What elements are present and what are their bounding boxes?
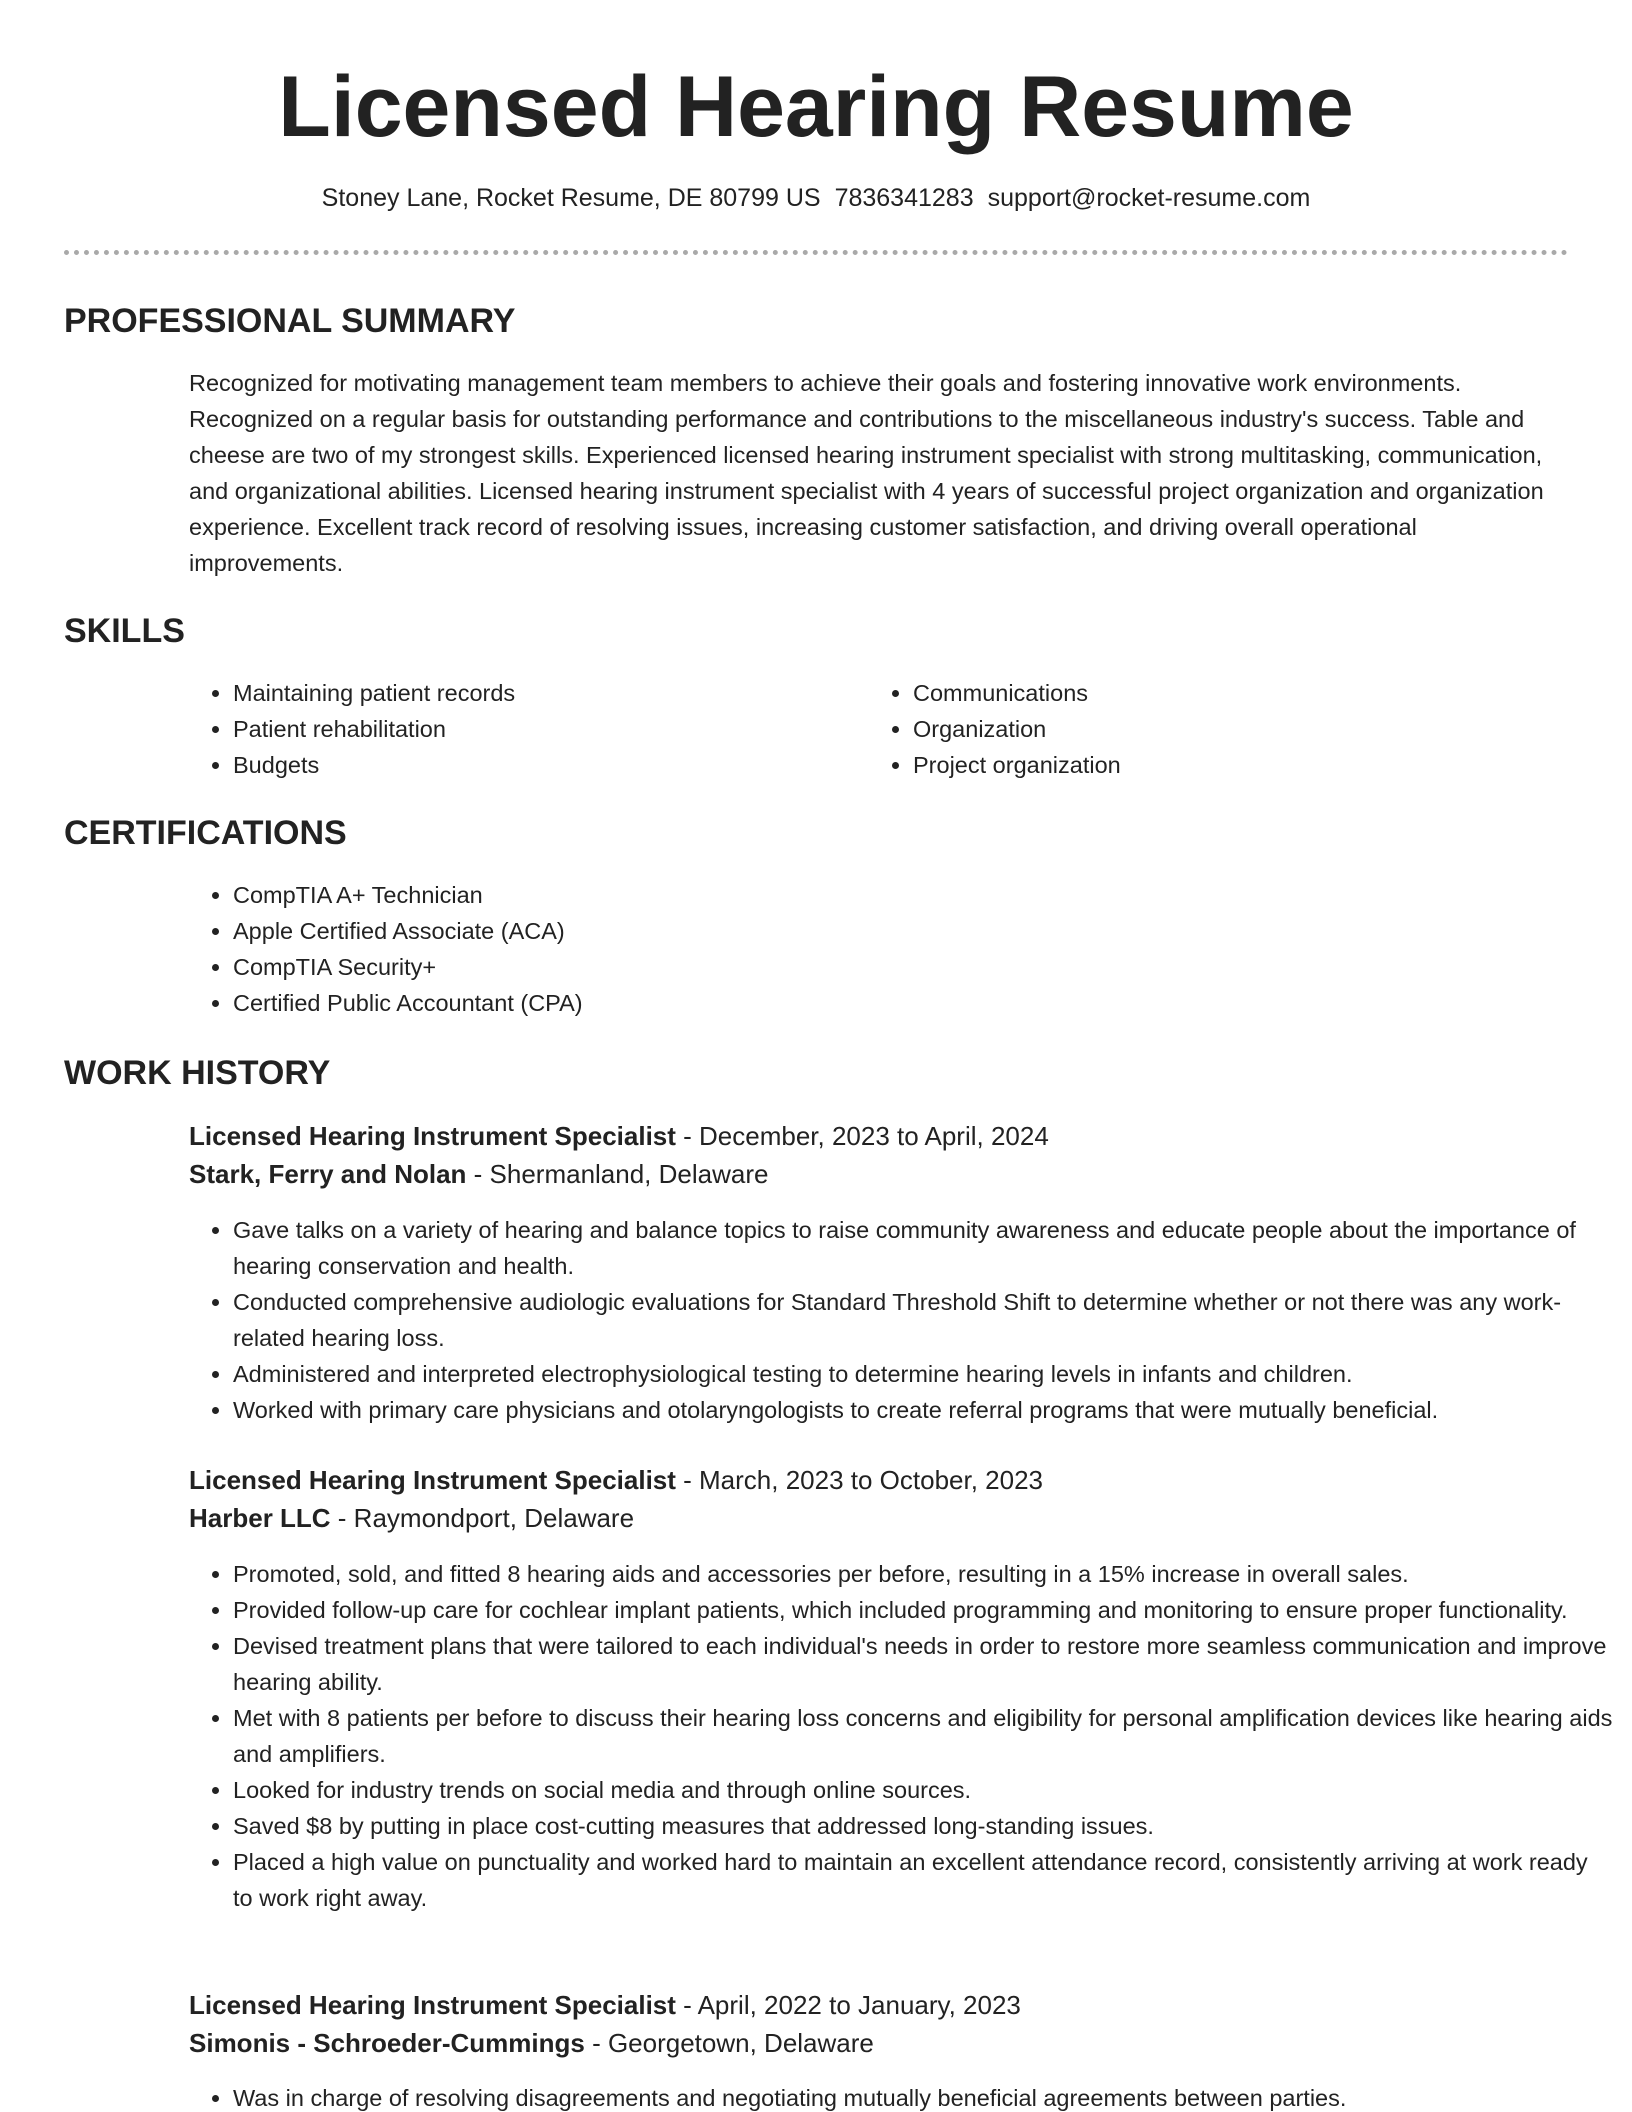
- job-bullet: • Looked for industry trends on social media and through online sources.: [233, 1772, 1613, 1808]
- resume-title: Licensed Hearing Resume: [278, 59, 1354, 155]
- job-title-line: [189, 1461, 1043, 1499]
- job-company-line: [189, 2024, 874, 2062]
- job-location: - Shermanland, Delaware: [466, 1159, 769, 1189]
- certification-item: • Apple Certified Associate (ACA): [233, 913, 1613, 949]
- job-bullet: • Devised treatment plans that were tailored to each individual's needs in order to restore more seamless communication and improve hearing ability.: [233, 1628, 1613, 1700]
- work-history-heading: WORK HISTORY: [64, 1054, 331, 1092]
- skill-item: • Communications: [913, 675, 1513, 711]
- job-company: Harber LLC: [189, 1503, 331, 1533]
- job-bullet: • Was in charge of resolving disagreements and negotiating mutually beneficial agreements between parties.: [233, 2080, 1613, 2112]
- job-bullets: [189, 2080, 1613, 2112]
- contact-email: support@rocket-resume.com: [987, 184, 1311, 212]
- job-bullet: • Placed a high value on punctuality and worked hard to maintain an excellent attendance record, consistently arriving at work ready to work right away.: [233, 1844, 1613, 1916]
- job-bullet: • Met with 8 patients per before to discuss their hearing loss concerns and eligibility for personal amplification devices like hearing aids and amplifiers.: [233, 1700, 1613, 1772]
- skill-item: • Budgets: [233, 747, 833, 783]
- job-bullet: • Administered and interpreted electrophysiological testing to determine hearing levels in infants and children.: [233, 1356, 1613, 1392]
- contact-line: [0, 180, 1632, 216]
- skills-heading: SKILLS: [64, 612, 185, 650]
- job-bullet: • Promoted, sold, and fitted 8 hearing aids and accessories per before, resulting in a 15% increase in overall sales.: [233, 1556, 1613, 1592]
- job-company: Stark, Ferry and Nolan: [189, 1159, 467, 1189]
- job-company: Simonis - Schroeder-Cummings: [189, 2028, 585, 2058]
- job-title: Licensed Hearing Instrument Specialist: [189, 1121, 676, 1151]
- job-company-line: [189, 1499, 634, 1537]
- contact-phone: 7836341283: [834, 184, 974, 212]
- job-bullet: • Conducted comprehensive audiologic evaluations for Standard Threshold Shift to determine whether or not there was any work-related hearing loss.: [233, 1284, 1613, 1356]
- contact-address: Stoney Lane, Rocket Resume, DE 80799 US: [321, 184, 821, 212]
- job-company-line: [189, 1155, 768, 1193]
- skill-item: • Patient rehabilitation: [233, 711, 833, 747]
- certifications-list: [189, 877, 1613, 1021]
- summary-heading: PROFESSIONAL SUMMARY: [64, 302, 516, 340]
- job-title-line: [189, 1117, 1049, 1155]
- header-divider: [64, 250, 1568, 255]
- certification-item: • CompTIA Security+: [233, 949, 1613, 985]
- job-bullet: • Saved $8 by putting in place cost-cutting measures that addressed long-standing issues.: [233, 1808, 1613, 1844]
- job-bullets: [189, 1556, 1613, 1916]
- job-title: Licensed Hearing Instrument Specialist: [189, 1990, 676, 2020]
- skills-list-right: [869, 675, 1513, 783]
- skill-item: • Maintaining patient records: [233, 675, 833, 711]
- skill-item: • Project organization: [913, 747, 1513, 783]
- skill-item: • Organization: [913, 711, 1513, 747]
- skills-list-left: [189, 675, 833, 783]
- job-title: Licensed Hearing Instrument Specialist: [189, 1465, 676, 1495]
- job-dates: - April, 2022 to January, 2023: [675, 1990, 1021, 2020]
- job-location: - Raymondport, Delaware: [330, 1503, 635, 1533]
- job-dates: - March, 2023 to October, 2023: [675, 1465, 1044, 1495]
- job-title-line: [189, 1986, 1021, 2024]
- summary-text: Recognized for motivating management team members to achieve their goals and fostering innovative work environments. Recognized on a regular basis for outstanding performance and contributions to the miscellaneous industry's success. Table and cheese are two of my strongest skills. Experienced licensed hearing instrument specialist with strong multitasking, communication, and organizational abilities. Licensed hearing instrument specialist with 4 years of successful project organization and organization experience. Excellent track record of resolving issues, increasing customer satisfaction, and driving overall operational improvements.: [189, 370, 1544, 576]
- job-dates: - December, 2023 to April, 2024: [675, 1121, 1049, 1151]
- job-bullet: • Gave talks on a variety of hearing and balance topics to raise community awareness and educate people about the importance of hearing conservation and health.: [233, 1212, 1613, 1284]
- job-location: - Georgetown, Delaware: [584, 2028, 874, 2058]
- certification-item: • CompTIA A+ Technician: [233, 877, 1613, 913]
- certifications-heading: CERTIFICATIONS: [64, 814, 347, 852]
- job-bullet: • Worked with primary care physicians and otolaryngologists to create referral programs that were mutually beneficial.: [233, 1392, 1613, 1428]
- job-bullets: [189, 1212, 1613, 1428]
- job-bullet: • Provided follow-up care for cochlear implant patients, which included programming and monitoring to ensure proper functionality.: [233, 1592, 1613, 1628]
- certification-item: • Certified Public Accountant (CPA): [233, 985, 1613, 1021]
